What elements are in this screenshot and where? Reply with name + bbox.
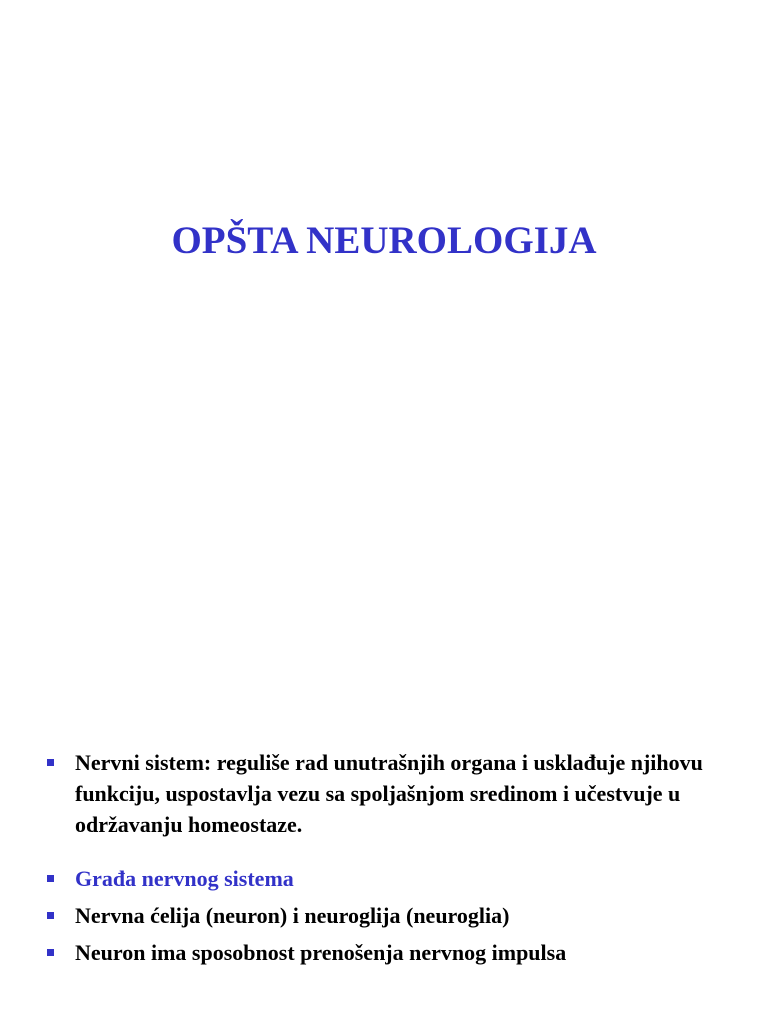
square-bullet-icon: [47, 875, 54, 882]
bullet-item-grada: [46, 863, 746, 894]
bullet-text: Nervni sistem: reguliše rad unutrašnjih organa i usklađuje njihovu funkciju, uspostavlja vezu sa spoljašnjom sredinom i učestvuje u održavanju homeostaze.: [75, 750, 703, 837]
bullet-item-nervni-sistem: [46, 747, 746, 840]
bullet-text: Nervna ćelija (neuron) i neuroglija (neuroglia): [75, 903, 510, 928]
bullet-item-neuron: [46, 937, 746, 968]
square-bullet-icon: [47, 912, 54, 919]
bullet-text: Neuron ima sposobnost prenošenja nervnog impulsa: [75, 940, 567, 965]
bullet-item-nervna-celija: [46, 900, 746, 931]
slide-title: OPŠTA NEUROLOGIJA: [171, 219, 597, 262]
bullet-list: [46, 747, 746, 968]
bullet-text: Građa nervnog sistema: [75, 866, 294, 891]
square-bullet-icon: [47, 949, 54, 956]
square-bullet-icon: [47, 759, 54, 766]
